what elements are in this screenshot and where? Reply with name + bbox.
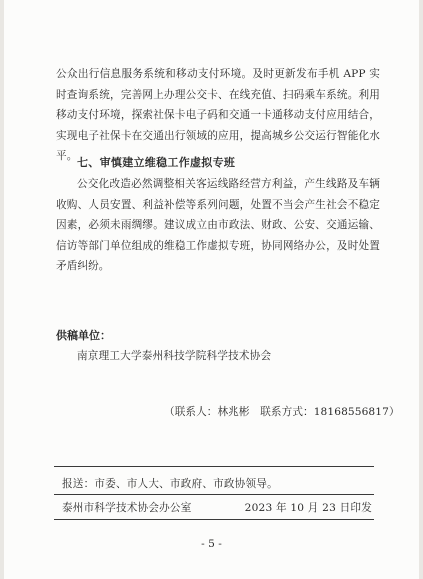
distribution-line: 报送：市委、市人大、市政府、市政协领导。 xyxy=(62,478,278,490)
source-label: 供稿单位： xyxy=(56,329,111,342)
contact-line: （联系人：林兆彬 联系方式：18168556817） xyxy=(164,406,400,418)
section-heading: 七、审慎建立维稳工作虚拟专班 xyxy=(77,156,236,169)
page-number: - 5 - xyxy=(201,538,222,550)
footer-rule-middle xyxy=(54,494,374,495)
paragraph-continued: 公众出行信息服务系统和移动支付环境。及时更新发布手机 APP 实时查询系统，完善网上办理公交卡、在线充值、扫码乘车系统。利用移动支付环境，探索社保卡电子码和交通一卡通移动支付应用结合，实现电子社保卡在交通出行领域的应用，提高城乡公交运行智能化水平。 xyxy=(56,68,380,162)
footer-rule-top xyxy=(54,466,374,467)
document-page xyxy=(4,0,419,579)
paragraph-section-seven: 公交化改造必然调整相关客运线路经营方利益，产生线路及车辆收购、人员安置、利益补偿等系列问题，处置不当会产生社会不稳定因素，必须未雨绸缪。建议成立由市政法、财政、公安、交通运输、信访等部门单位组成的维稳工作虚拟专班，协同网络办公，及时处置矛盾纠纷。 xyxy=(56,178,380,272)
issuer: 泰州市科学技术协会办公室 xyxy=(62,502,192,514)
footer-rule-bottom xyxy=(54,519,374,520)
issue-date: 2023 年 10 月 23 日印发 xyxy=(244,502,372,514)
source-unit: 南京理工大学泰州科技学院科学技术协会 xyxy=(77,350,272,362)
